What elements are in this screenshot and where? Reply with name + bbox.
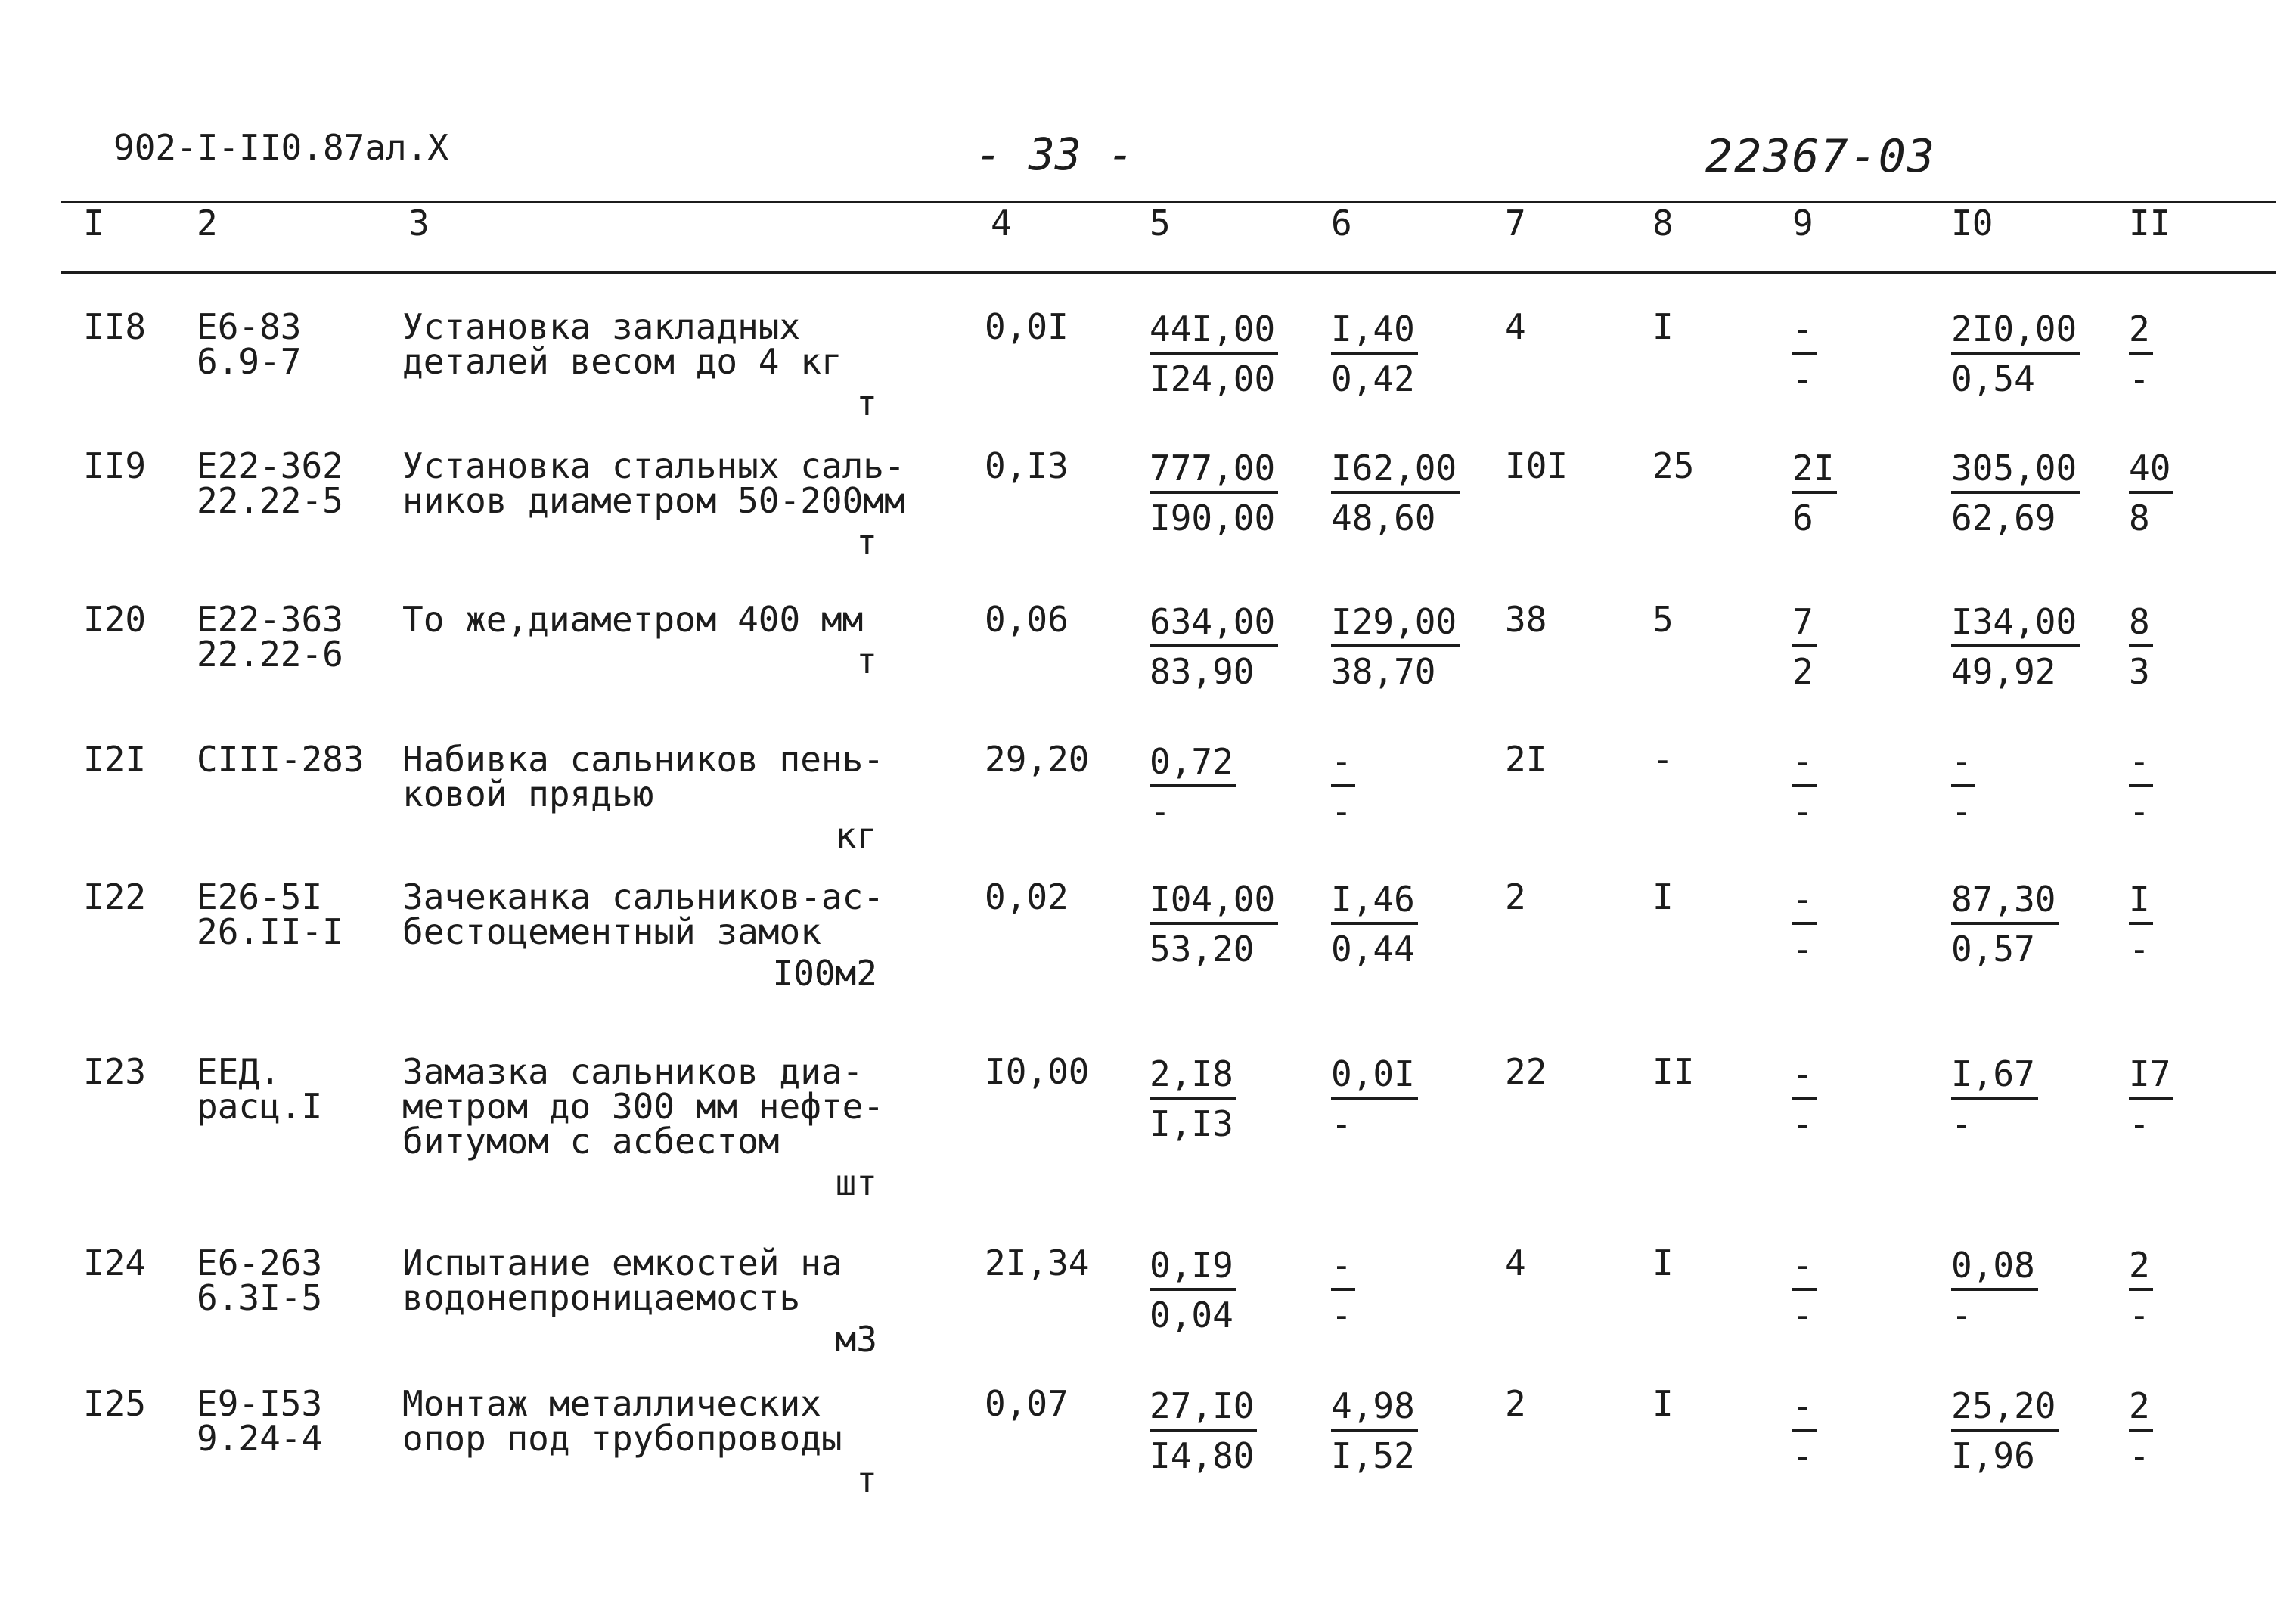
work-description-line: То же,диаметром 400 мм <box>402 599 864 640</box>
fraction-numerator: - <box>1792 1056 1817 1100</box>
row-number: I20 <box>83 599 147 640</box>
fraction-numerator: - <box>1792 1247 1817 1291</box>
fraction-numerator: I62,00 <box>1331 450 1460 494</box>
fraction-cell-c6 <box>1331 741 1355 830</box>
fraction-numerator: 305,00 <box>1951 450 2080 494</box>
work-description-line: Установка закладных <box>402 306 801 347</box>
fraction-numerator: 2I <box>1792 450 1837 494</box>
fraction-cell-c6 <box>1331 879 1418 967</box>
fraction-cell-c5 <box>1150 879 1278 967</box>
fraction-denominator: - <box>1951 1103 1972 1144</box>
fraction-denominator: 0,42 <box>1331 358 1415 399</box>
fraction-cell-c9 <box>1792 1385 1817 1474</box>
fraction-numerator: - <box>1792 743 1817 787</box>
fraction-cell-c9 <box>1792 309 1817 397</box>
measure-unit: т <box>856 383 877 423</box>
quantity: 0,02 <box>985 876 1069 917</box>
fraction-numerator: - <box>1792 881 1817 925</box>
fraction-numerator: I04,00 <box>1150 881 1278 925</box>
fraction-numerator: 8 <box>2129 603 2153 647</box>
fraction-numerator: 0,08 <box>1951 1247 2038 1291</box>
fraction-cell-c6 <box>1331 1385 1418 1474</box>
fraction-denominator: - <box>1150 791 1171 832</box>
work-description-line: бестоцементный замок <box>402 911 821 952</box>
fraction-cell-c9 <box>1792 1245 1817 1336</box>
fraction-denominator: - <box>2129 1435 2150 1476</box>
fraction-numerator: 0,0I <box>1331 1056 1418 1100</box>
column-8-value: I <box>1652 1383 1674 1424</box>
column-header-4: 4 <box>991 203 1012 244</box>
fraction-cell-c5 <box>1150 1053 1236 1142</box>
column-8-value: I <box>1652 876 1674 917</box>
work-description-line: метром до 300 мм нефте- <box>402 1086 884 1127</box>
fraction-denominator: 8 <box>2129 498 2150 538</box>
work-description-line: водонепроницаемость <box>402 1277 801 1318</box>
rate-subcode: 22.22-5 <box>197 480 343 521</box>
column-7-value: 2 <box>1505 1383 1526 1424</box>
fraction-cell-c11 <box>2129 448 2173 536</box>
fraction-numerator: I,40 <box>1331 311 1418 355</box>
rate-subcode: расц.I <box>197 1086 323 1127</box>
work-description-line: Зачеканка сальников-ас- <box>402 876 884 917</box>
column-8-value: II <box>1652 1051 1695 1092</box>
rate-code: E9-I53 <box>197 1383 323 1424</box>
fraction-numerator: - <box>1792 1388 1817 1432</box>
page-number: - 33 - <box>976 129 1134 180</box>
fraction-cell-c5 <box>1150 1245 1236 1336</box>
fraction-denominator: - <box>2129 1103 2150 1144</box>
row-number: I25 <box>83 1383 147 1424</box>
fraction-numerator: 4,98 <box>1331 1388 1418 1432</box>
column-8-value: - <box>1652 739 1674 780</box>
fraction-denominator: I24,00 <box>1150 358 1276 399</box>
measure-unit: т <box>856 641 877 681</box>
fraction-numerator: 2 <box>2129 1388 2153 1432</box>
fraction-numerator: 0,I9 <box>1150 1247 1236 1291</box>
rate-code: E22-362 <box>197 445 343 486</box>
fraction-numerator: - <box>1951 743 1975 787</box>
row-number: I22 <box>83 876 147 917</box>
fraction-denominator: - <box>1792 1103 1814 1144</box>
fraction-numerator: 87,30 <box>1951 881 2059 925</box>
fraction-cell-c6 <box>1331 448 1460 536</box>
column-8-value: I <box>1652 306 1674 347</box>
column-header-3: 3 <box>408 203 430 244</box>
fraction-cell-c10 <box>1951 741 1975 830</box>
fraction-cell-c6 <box>1331 309 1418 397</box>
fraction-denominator: I,I3 <box>1150 1103 1233 1144</box>
measure-unit: т <box>856 522 877 563</box>
fraction-numerator: 634,00 <box>1150 603 1278 647</box>
fraction-cell-c11 <box>2129 879 2153 967</box>
fraction-denominator: 2 <box>1792 651 1814 692</box>
fraction-cell-c9 <box>1792 601 1817 690</box>
fraction-cell-c10 <box>1951 1385 2059 1474</box>
fraction-denominator: I,52 <box>1331 1435 1415 1476</box>
fraction-numerator: 27,I0 <box>1150 1388 1257 1432</box>
fraction-denominator: - <box>1951 791 1972 832</box>
column-7-value: 22 <box>1505 1051 1547 1092</box>
fraction-numerator: 2 <box>2129 311 2153 355</box>
fraction-denominator: - <box>1331 1103 1352 1144</box>
column-header-9: 9 <box>1792 203 1814 244</box>
document-number: 22367-03 <box>1705 130 1936 183</box>
fraction-cell-c6 <box>1331 601 1460 690</box>
fraction-numerator: I <box>2129 881 2153 925</box>
fraction-denominator: - <box>2129 1295 2150 1336</box>
column-8-value: I <box>1652 1242 1674 1283</box>
column-header-6: 6 <box>1331 203 1352 244</box>
work-description-line: ковой прядью <box>402 774 654 814</box>
fraction-denominator: 0,57 <box>1951 929 2035 969</box>
work-description-line: Установка стальных саль- <box>402 445 905 486</box>
rate-code: E26-5I <box>197 876 323 917</box>
fraction-numerator: 2 <box>2129 1247 2153 1291</box>
rate-subcode: 6.3I-5 <box>197 1277 323 1318</box>
measure-unit: м3 <box>835 1319 877 1360</box>
rate-subcode: 6.9-7 <box>197 341 302 382</box>
rate-code: E6-263 <box>197 1242 323 1283</box>
fraction-cell-c11 <box>2129 741 2153 830</box>
fraction-denominator: - <box>2129 929 2150 969</box>
row-number: I24 <box>83 1242 147 1283</box>
fraction-denominator: 53,20 <box>1150 929 1255 969</box>
fraction-denominator: - <box>2129 791 2150 832</box>
column-header-1: I <box>83 203 104 244</box>
work-description-line: Набивка сальников пень- <box>402 739 884 780</box>
measure-unit: т <box>856 1460 877 1500</box>
fraction-numerator: 25,20 <box>1951 1388 2059 1432</box>
fraction-cell-c10 <box>1951 1245 2038 1336</box>
fraction-denominator: - <box>1792 791 1814 832</box>
column-8-value: 25 <box>1652 445 1695 486</box>
fraction-numerator: I,67 <box>1951 1056 2038 1100</box>
column-7-value: 4 <box>1505 306 1526 347</box>
row-number: I2I <box>83 739 147 780</box>
fraction-numerator: I29,00 <box>1331 603 1460 647</box>
column-8-value: 5 <box>1652 599 1674 640</box>
row-number: II8 <box>83 306 147 347</box>
fraction-denominator: - <box>1792 1435 1814 1476</box>
fraction-numerator: - <box>1792 311 1817 355</box>
fraction-cell-c11 <box>2129 1245 2153 1336</box>
fraction-cell-c6 <box>1331 1245 1355 1336</box>
fraction-numerator: - <box>2129 743 2153 787</box>
work-description-line: опор под трубопроводы <box>402 1418 842 1459</box>
fraction-numerator: 44I,00 <box>1150 311 1278 355</box>
document-code: 902-I-II0.87ал.X <box>113 127 449 168</box>
rate-code: E6-83 <box>197 306 302 347</box>
fraction-denominator: 0,44 <box>1331 929 1415 969</box>
fraction-denominator: 0,54 <box>1951 358 2035 399</box>
work-description-line: битумом с асбестом <box>402 1121 780 1162</box>
fraction-cell-c10 <box>1951 1053 2038 1142</box>
fraction-cell-c9 <box>1792 1053 1817 1142</box>
row-number: I23 <box>83 1051 147 1092</box>
fraction-cell-c5 <box>1150 601 1278 690</box>
fraction-cell-c5 <box>1150 741 1236 830</box>
fraction-cell-c11 <box>2129 601 2153 690</box>
column-header-8: 8 <box>1652 203 1674 244</box>
fraction-cell-c11 <box>2129 1385 2153 1474</box>
rate-subcode: 26.II-I <box>197 911 343 952</box>
header-bottom-rule <box>61 271 2276 274</box>
rate-code: CIII-283 <box>197 739 365 780</box>
measure-unit: кг <box>835 815 877 856</box>
fraction-cell-c10 <box>1951 879 2059 967</box>
quantity: 2I,34 <box>985 1242 1090 1283</box>
fraction-cell-c9 <box>1792 741 1817 830</box>
quantity: 0,06 <box>985 599 1069 640</box>
quantity: I0,00 <box>985 1051 1090 1092</box>
measure-unit: шт <box>835 1162 877 1203</box>
fraction-denominator: - <box>1331 1295 1352 1336</box>
fraction-cell-c10 <box>1951 601 2080 690</box>
rate-subcode: 22.22-6 <box>197 634 343 675</box>
fraction-denominator: I90,00 <box>1150 498 1276 538</box>
measure-unit: I00м2 <box>772 953 877 994</box>
fraction-denominator: - <box>1792 929 1814 969</box>
column-header-5: 5 <box>1150 203 1171 244</box>
fraction-denominator: - <box>2129 358 2150 399</box>
column-header-2: 2 <box>197 203 218 244</box>
fraction-numerator: - <box>1331 743 1355 787</box>
fraction-numerator: - <box>1331 1247 1355 1291</box>
fraction-numerator: I7 <box>2129 1056 2173 1100</box>
fraction-cell-c11 <box>2129 309 2153 397</box>
fraction-denominator: 0,04 <box>1150 1295 1233 1336</box>
column-7-value: 38 <box>1505 599 1547 640</box>
work-description-line: ников диаметром 50-200мм <box>402 480 905 521</box>
column-7-value: 2 <box>1505 876 1526 917</box>
fraction-denominator: 38,70 <box>1331 651 1436 692</box>
fraction-cell-c5 <box>1150 1385 1257 1474</box>
fraction-cell-c10 <box>1951 309 2080 397</box>
work-description-line: Испытание емкостей на <box>402 1242 842 1283</box>
quantity: 0,I3 <box>985 445 1069 486</box>
work-description-line: Замазка сальников диа- <box>402 1051 864 1092</box>
fraction-numerator: I34,00 <box>1951 603 2080 647</box>
fraction-numerator: 777,00 <box>1150 450 1278 494</box>
work-description-line: деталей весом до 4 кг <box>402 341 842 382</box>
rate-code: E22-363 <box>197 599 343 640</box>
fraction-numerator: 2I0,00 <box>1951 311 2080 355</box>
fraction-numerator: 2,I8 <box>1150 1056 1236 1100</box>
fraction-denominator: 83,90 <box>1150 651 1255 692</box>
column-header-11: II <box>2129 203 2171 244</box>
row-number: II9 <box>83 445 147 486</box>
work-description-line: Монтаж металлических <box>402 1383 821 1424</box>
fraction-denominator: 6 <box>1792 498 1814 538</box>
fraction-denominator: 49,92 <box>1951 651 2056 692</box>
fraction-denominator: I,96 <box>1951 1435 2035 1476</box>
fraction-denominator: - <box>1792 1295 1814 1336</box>
fraction-cell-c5 <box>1150 309 1278 397</box>
fraction-numerator: I,46 <box>1331 881 1418 925</box>
column-7-value: 4 <box>1505 1242 1526 1283</box>
fraction-denominator: I4,80 <box>1150 1435 1255 1476</box>
fraction-cell-c6 <box>1331 1053 1418 1142</box>
column-7-value: 2I <box>1505 739 1547 780</box>
quantity: 0,0I <box>985 306 1069 347</box>
fraction-cell-c9 <box>1792 879 1817 967</box>
fraction-cell-c5 <box>1150 448 1278 536</box>
rate-subcode: 9.24-4 <box>197 1418 323 1459</box>
fraction-cell-c11 <box>2129 1053 2173 1142</box>
quantity: 0,07 <box>985 1383 1069 1424</box>
fraction-numerator: 0,72 <box>1150 743 1236 787</box>
fraction-numerator: 40 <box>2129 450 2173 494</box>
column-7-value: I0I <box>1505 445 1568 486</box>
fraction-denominator: - <box>1951 1295 1972 1336</box>
rate-code: ЕЕД. <box>197 1051 281 1092</box>
fraction-denominator: - <box>1331 791 1352 832</box>
fraction-denominator: 3 <box>2129 651 2150 692</box>
fraction-denominator: 48,60 <box>1331 498 1436 538</box>
fraction-cell-c10 <box>1951 448 2080 536</box>
quantity: 29,20 <box>985 739 1090 780</box>
fraction-denominator: 62,69 <box>1951 498 2056 538</box>
column-header-7: 7 <box>1505 203 1526 244</box>
column-header-10: I0 <box>1951 203 1993 244</box>
fraction-cell-c9 <box>1792 448 1837 536</box>
fraction-denominator: - <box>1792 358 1814 399</box>
fraction-numerator: 7 <box>1792 603 1817 647</box>
